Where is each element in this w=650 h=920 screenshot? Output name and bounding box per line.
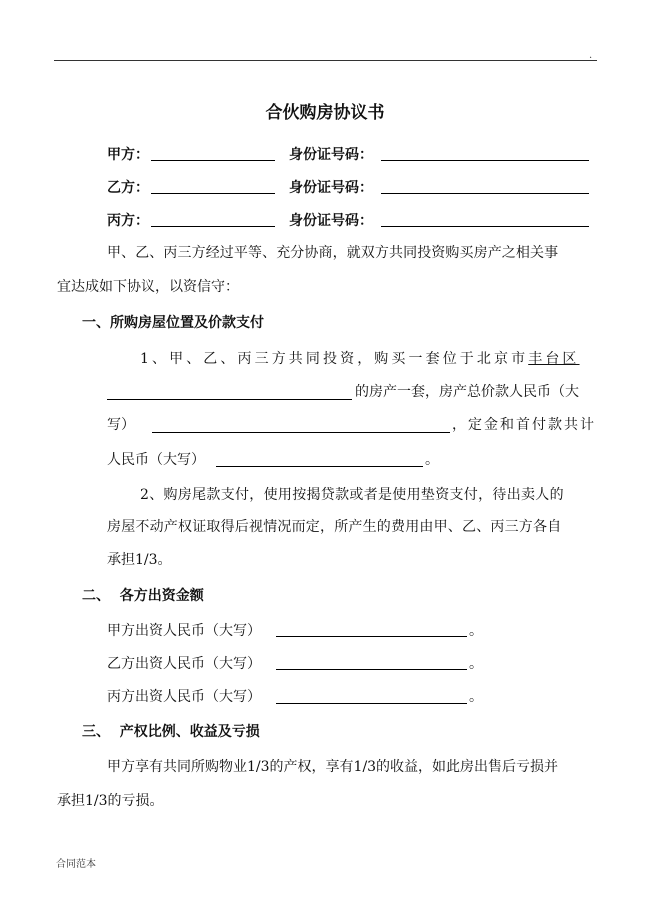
- contribution-b-end: 。: [469, 656, 483, 672]
- clause-1-line-2: 的房产一套，房产总价款人民币（大: [355, 384, 579, 400]
- clause-1-line-3-prefix: 写）: [107, 417, 135, 433]
- party-row-c: [107, 208, 607, 230]
- clause-2-line-1: 2、购房尾款支付，使用按揭贷款或者是使用垫资支付，待出卖人的: [140, 487, 564, 503]
- district-text: 丰台区: [528, 351, 580, 367]
- party-row-a: [107, 142, 607, 164]
- party-b-id-label: 身份证号码：: [289, 180, 373, 196]
- party-a-id-blank: [381, 160, 589, 161]
- contribution-a-blank: [276, 636, 467, 637]
- contribution-a-label: 甲方出资人民币（大写）: [107, 623, 261, 639]
- contribution-a-end: 。: [469, 623, 483, 639]
- down-payment-blank: [216, 466, 423, 467]
- address-blank: [107, 399, 352, 400]
- party-b-id-blank: [381, 193, 589, 194]
- contribution-c-blank: [276, 703, 467, 704]
- intro-line-1: 甲、乙、丙三方经过平等、充分协商，就双方共同投资购买房产之相关事: [107, 245, 559, 261]
- party-b-label: 乙方：: [107, 180, 149, 196]
- clause-1-line-4-prefix: 人民币（大写）: [107, 452, 205, 468]
- clause-2-line-3: 承担1/3。: [107, 552, 172, 568]
- footer-label: 合同范本: [56, 859, 96, 870]
- contribution-c-label: 丙方出资人民币（大写）: [107, 689, 261, 705]
- party-c-name-blank: [151, 226, 275, 227]
- party-c-id-label: 身份证号码：: [289, 213, 373, 229]
- total-price-blank: [152, 432, 450, 433]
- intro-line-2: 宜达成如下协议，以资信守：: [57, 279, 239, 295]
- contribution-c-end: 。: [469, 689, 483, 705]
- header-rule: [54, 60, 597, 61]
- section-3-line-1: 甲方享有共同所购物业1/3的产权，享有1/3的收益，如此房出售后亏损并: [107, 759, 559, 775]
- clause-1-line-4-suffix: 。: [425, 452, 439, 468]
- party-c-id-blank: [381, 226, 589, 227]
- section-1-heading: 一、所购房屋位置及价款支付: [82, 315, 264, 331]
- document-title: 合伙购房协议书: [265, 103, 385, 123]
- party-b-name-blank: [151, 193, 275, 194]
- clause-1-line-1: [140, 348, 580, 368]
- section-2-heading: 二、 各方出资金额: [82, 588, 204, 604]
- header-dot: .: [589, 50, 593, 61]
- section-3-heading: 三、 产权比例、收益及亏损: [82, 724, 260, 740]
- party-a-name-blank: [151, 160, 275, 161]
- clause-1-line-3-suffix: ，定金和首付款共计: [452, 417, 596, 433]
- party-c-label: 丙方：: [107, 213, 149, 229]
- clause-2-line-2: 房屋不动产权证取得后视情况而定，所产生的费用由甲、乙、丙三方各自: [107, 519, 562, 535]
- section-3-line-2: 承担1/3的亏损。: [57, 793, 164, 809]
- party-a-label: 甲方：: [107, 147, 149, 163]
- party-row-b: [107, 175, 607, 197]
- contribution-b-label: 乙方出资人民币（大写）: [107, 656, 261, 672]
- clause-1-line-1-text: 1、甲、乙、丙三方共同投资，购买一套位于北京市: [140, 351, 529, 367]
- contribution-b-blank: [276, 669, 467, 670]
- party-a-id-label: 身份证号码：: [289, 147, 373, 163]
